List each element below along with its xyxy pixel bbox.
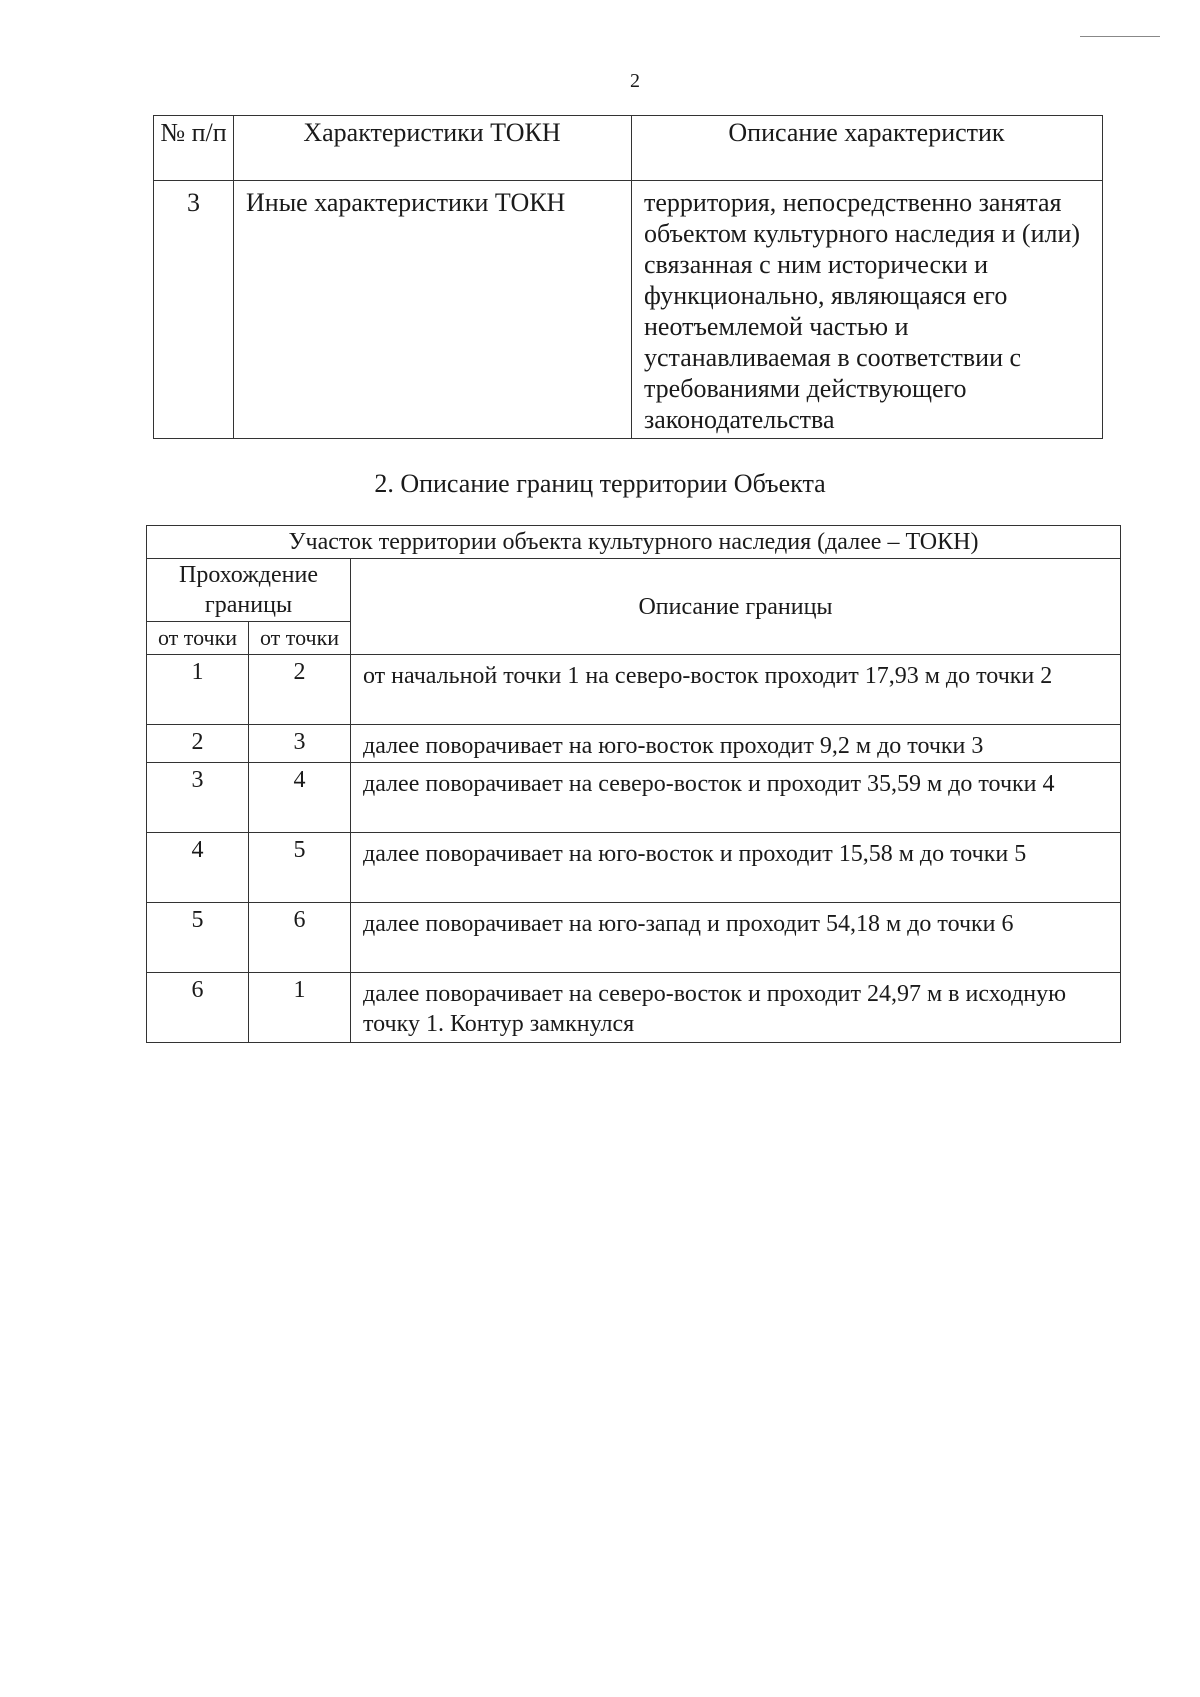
passage-header-row — [147, 559, 1121, 622]
description-header: Описание границы — [351, 559, 1121, 655]
to-point: 4 — [249, 763, 351, 833]
boundary-description: далее поворачивает на северо-восток и проходит 24,97 м в исходную точку 1. Контур замкнулся — [351, 973, 1121, 1043]
to-point: 2 — [249, 655, 351, 725]
boundary-description: далее поворачивает на юго-запад и проходит 54,18 м до точки 6 — [351, 903, 1121, 973]
table-row — [147, 725, 1121, 763]
from-point: 5 — [147, 903, 249, 973]
row-num: 3 — [154, 181, 234, 439]
from-point-header: от точки — [147, 622, 249, 655]
header-num: № п/п — [154, 116, 234, 181]
section-header-row — [147, 526, 1121, 559]
from-point: 1 — [147, 655, 249, 725]
table-row — [147, 973, 1121, 1043]
boundary-table — [146, 525, 1121, 1043]
to-point: 6 — [249, 903, 351, 973]
to-point: 1 — [249, 973, 351, 1043]
from-point: 3 — [147, 763, 249, 833]
section-header: Участок территории объекта культурного наследия (далее – ТОКН) — [147, 526, 1121, 559]
scan-artifact-line — [1080, 36, 1160, 37]
characteristics-header-row — [154, 116, 1103, 181]
page-number: 2 — [630, 70, 640, 92]
from-point: 6 — [147, 973, 249, 1043]
section-title: 2. Описание границ территории Объекта — [374, 469, 826, 498]
to-point: 5 — [249, 833, 351, 903]
row-description: территория, непосредственно занятая объектом культурного наследия и (или) связанная с ним исторически и функционально, являющаяся его неотъемлемой частью и устанавливаемая в соответствии с требованиями действующего законодательства — [632, 181, 1103, 439]
table-row — [147, 903, 1121, 973]
boundary-description: далее поворачивает на юго-восток проходит 9,2 м до точки 3 — [351, 725, 1121, 763]
boundary-description: далее поворачивает на юго-восток и проходит 15,58 м до точки 5 — [351, 833, 1121, 903]
table-row — [147, 763, 1121, 833]
to-point: 3 — [249, 725, 351, 763]
characteristics-table — [153, 115, 1103, 439]
header-characteristic: Характеристики ТОКН — [234, 116, 632, 181]
table-row — [147, 833, 1121, 903]
header-description: Описание характеристик — [632, 116, 1103, 181]
from-point: 2 — [147, 725, 249, 763]
table-row — [147, 655, 1121, 725]
boundary-description: от начальной точки 1 на северо-восток проходит 17,93 м до точки 2 — [351, 655, 1121, 725]
passage-header: Прохождение границы — [147, 559, 351, 622]
row-characteristic: Иные характеристики ТОКН — [234, 181, 632, 439]
boundary-description: далее поворачивает на северо-восток и проходит 35,59 м до точки 4 — [351, 763, 1121, 833]
table-row — [154, 181, 1103, 439]
to-point-header: от точки — [249, 622, 351, 655]
from-point: 4 — [147, 833, 249, 903]
